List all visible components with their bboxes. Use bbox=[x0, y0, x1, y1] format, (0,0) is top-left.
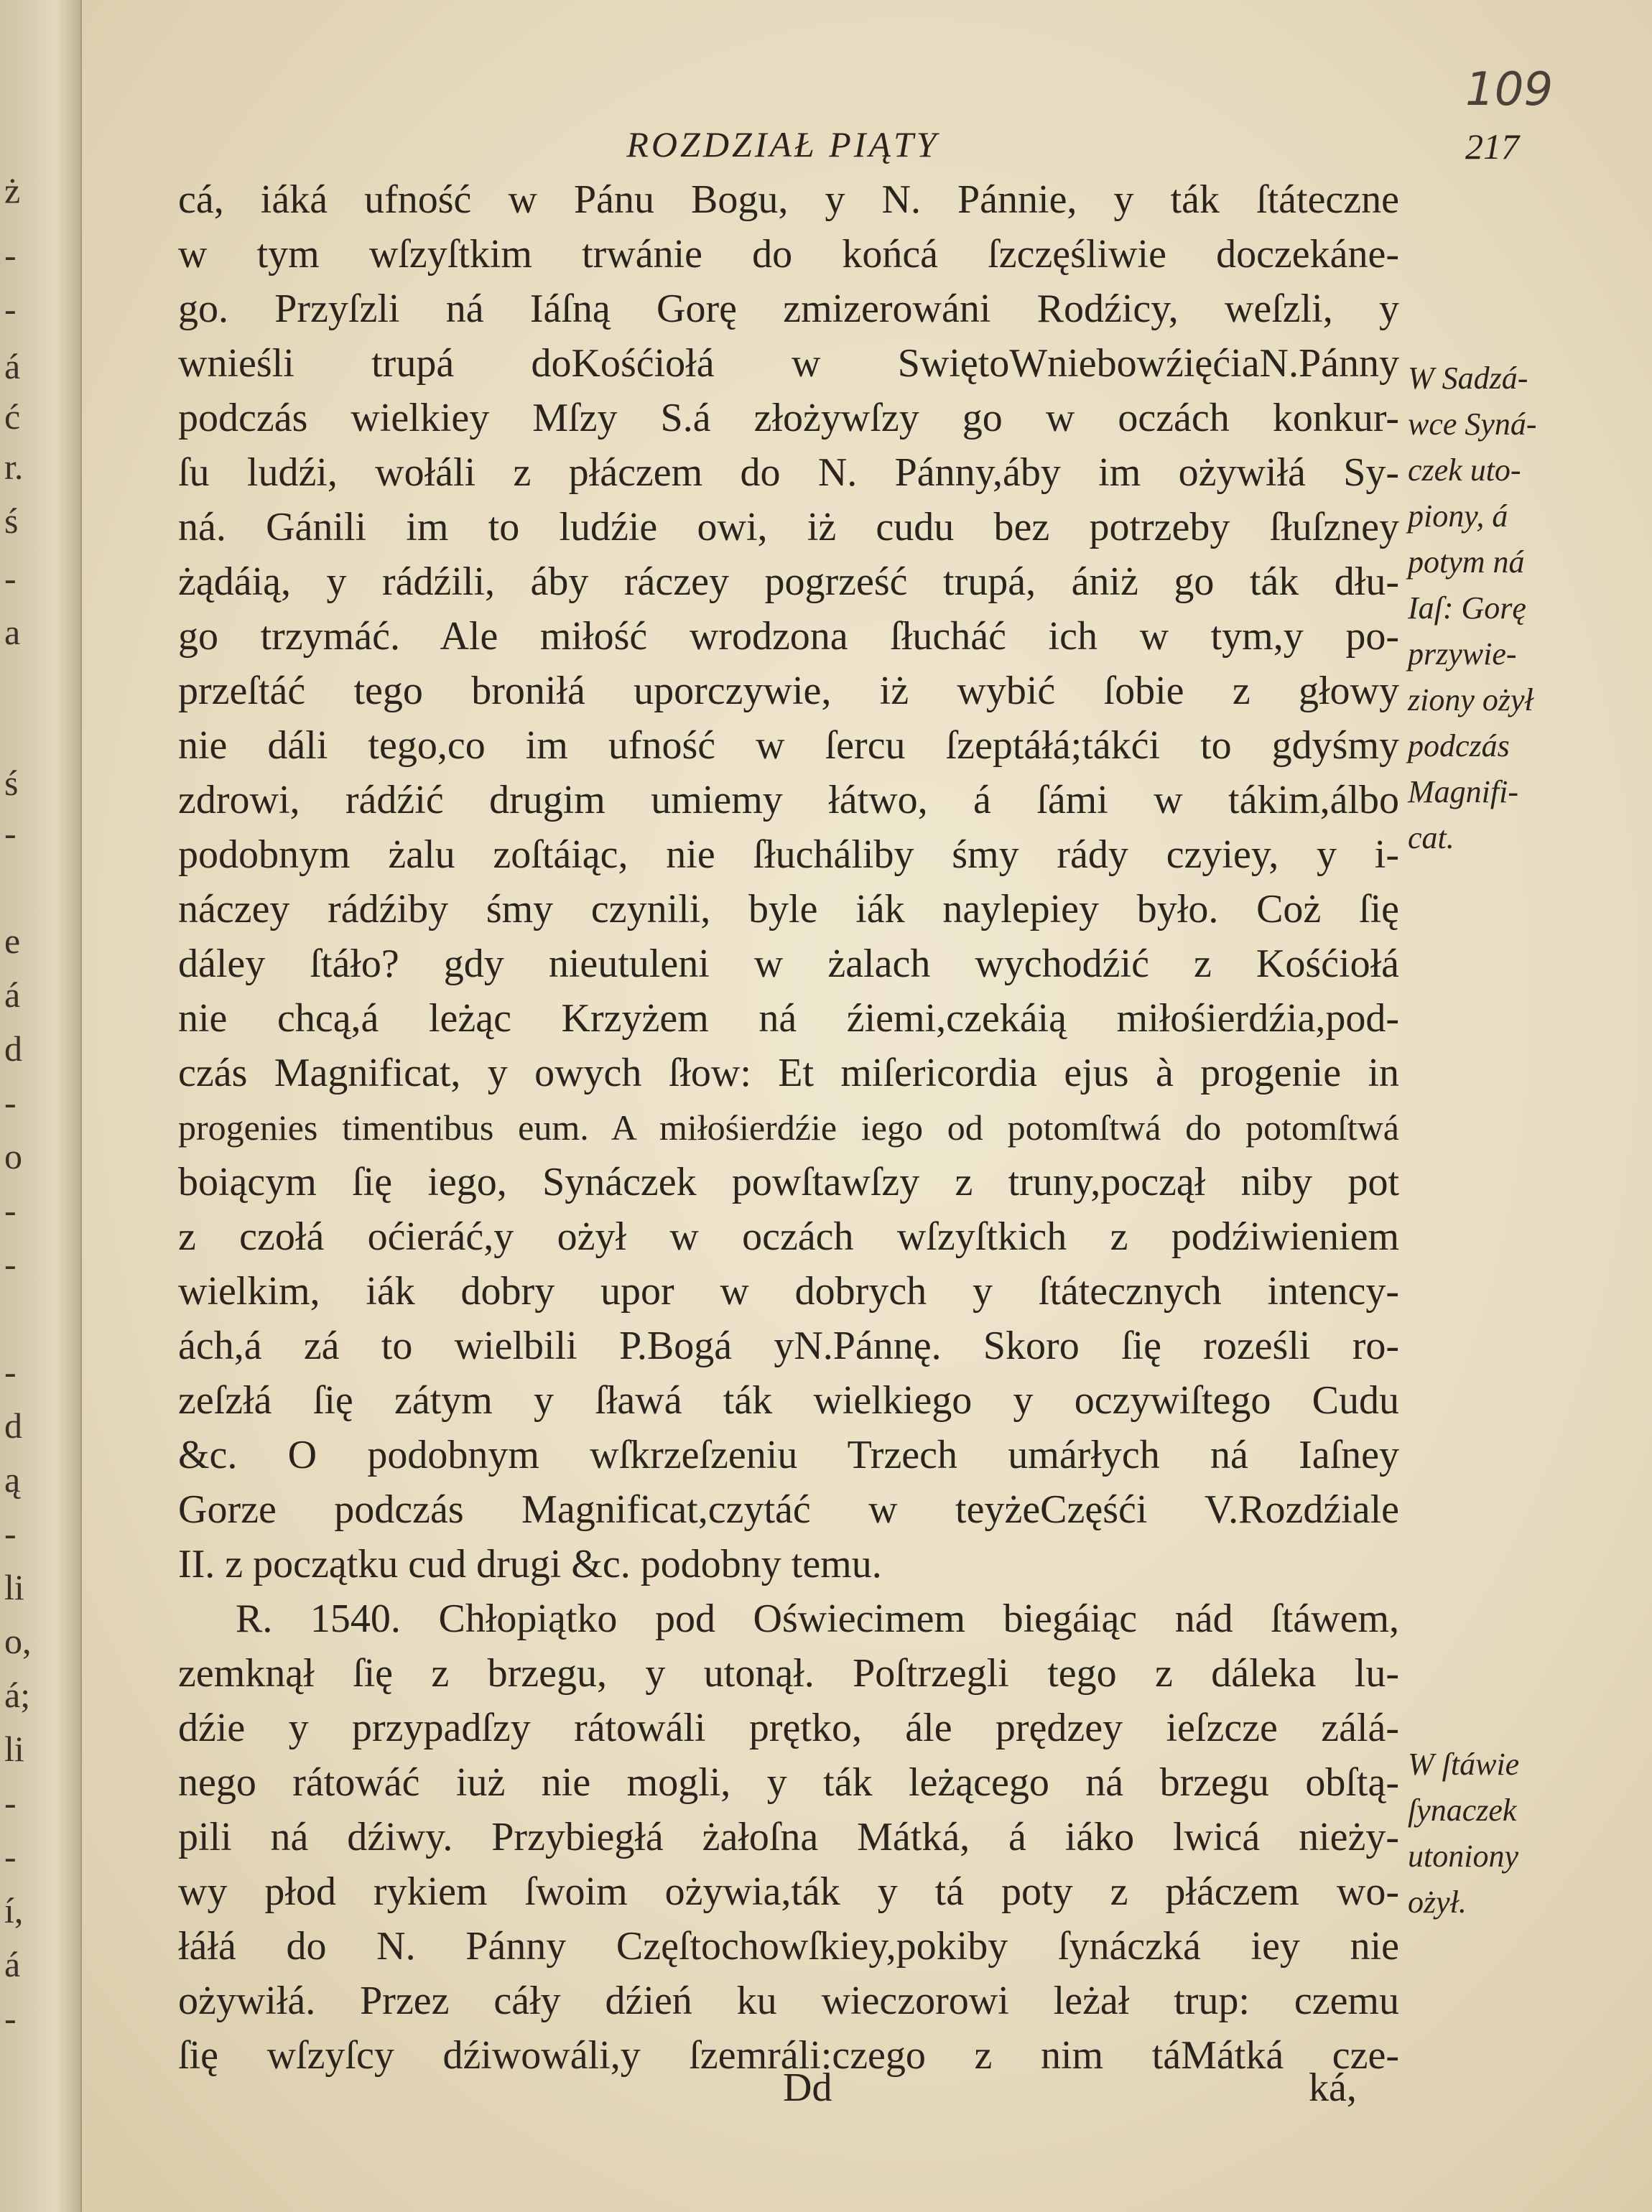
gutter-fragment: - bbox=[4, 813, 17, 853]
margin-note-line: potym ná bbox=[1408, 544, 1525, 580]
margin-note bbox=[1408, 356, 1638, 861]
margin-note-line: piony, á bbox=[1408, 498, 1508, 534]
text-line: R. 1540. Chłopiątko pod Oświecimem biegáiąc nád ſtáwem, bbox=[236, 1597, 1399, 1641]
text-line: zdrowi, rádźić drugim umiemy łátwo, á ſámi w tákim,álbo bbox=[178, 778, 1399, 822]
gutter-fragment: á bbox=[4, 975, 21, 1015]
text-line: łáłá do N. Pánny Częſtochowſkiey,pokiby ſynáczká iey nie bbox=[178, 1924, 1399, 1969]
gutter-fragment: d bbox=[4, 1405, 22, 1446]
margin-note-line: ożył. bbox=[1408, 1885, 1467, 1920]
margin-note-line: Magnifi- bbox=[1408, 774, 1518, 809]
margin-note-line: W ſtáwie bbox=[1408, 1747, 1520, 1782]
gutter-fragment: - bbox=[4, 1998, 17, 2038]
text-line: boiącym ſię iego, Synáczek powſtawſzy z truny,począł niby pot bbox=[178, 1160, 1399, 1204]
text-line: wnieśli trupá doKośćiołá w SwiętoWniebowźięćiaN.Pánny bbox=[178, 341, 1399, 386]
gutter-fragment: - bbox=[4, 558, 17, 598]
margin-note-line: Iaſ: Gorę bbox=[1408, 590, 1526, 626]
gutter-fragment: li bbox=[4, 1729, 24, 1769]
text-line: pili ná dźiwy. Przybiegłá żałoſna Mátká, á iáko lwicá nieży- bbox=[178, 1815, 1399, 1859]
text-line: nie dáli tego,co im ufność w ſercu ſzeptáłá;tákći to gdyśmy bbox=[178, 723, 1399, 768]
margin-note bbox=[1408, 1742, 1638, 1925]
gutter-fragment: ą bbox=[4, 1459, 21, 1500]
handwritten-folio-number: 109 bbox=[1465, 63, 1554, 116]
gutter-fragment: - bbox=[4, 289, 17, 329]
text-line: ożywiłá. Przez cáły dźień ku wieczorowi leżał trup: czemu bbox=[178, 1979, 1399, 2023]
gutter-fragment: - bbox=[4, 1082, 17, 1123]
gutter-fragment: á bbox=[4, 346, 21, 386]
gutter-fragment: - bbox=[4, 235, 17, 275]
gutter-fragment: á bbox=[4, 1944, 21, 1984]
gutter-fragment: - bbox=[4, 1244, 17, 1284]
gutter-fragment: - bbox=[4, 1352, 17, 1392]
text-line: czás Magnificat, y owych ſłow: Et miſericordia ejus à progenie in bbox=[178, 1051, 1399, 1095]
margin-note-line: podczás bbox=[1408, 728, 1510, 763]
text-line: przeſtáć tego broniłá uporczywie, iż wybić ſobie z głowy bbox=[178, 669, 1399, 713]
text-line: dźie y przypadſzy rátowáli prętko, ále prędzey ieſzcze zálá- bbox=[178, 1706, 1399, 1750]
page-number: 217 bbox=[1465, 126, 1519, 167]
text-line: II. z początku cud drugi &c. podobny temu. bbox=[178, 1542, 882, 1586]
text-line: Gorze podczás Magnificat,czytáć w teyżeCzęśći V.Rozdźiale bbox=[178, 1487, 1399, 1532]
gutter-fragment: - bbox=[4, 1783, 17, 1823]
text-line: żądáią, y rádźili, áby ráczey pogrześć trupá, ániż go ták dłu- bbox=[178, 559, 1399, 604]
gutter-fragment: - bbox=[4, 1513, 17, 1553]
text-line: nie chcą,á leżąc Krzyżem ná źiemi,czekáią miłośierdźia,pod- bbox=[178, 996, 1399, 1041]
gutter-fragment: - bbox=[4, 1190, 17, 1230]
text-line: podczás wielkiey Mſzy S.á złożywſzy go w oczách konkur- bbox=[178, 396, 1399, 440]
margin-note-line: wce Syná- bbox=[1408, 406, 1537, 442]
gutter-fragment: ś bbox=[4, 501, 19, 541]
gutter-fragment: o, bbox=[4, 1621, 32, 1661]
margin-note-line: utoniony bbox=[1408, 1839, 1518, 1874]
gutter-fragment: í, bbox=[4, 1890, 24, 1930]
text-line: podobnym żalu zoſtáiąc, nie ſłucháliby śmy rády czyiey, y i- bbox=[178, 832, 1399, 877]
gutter-fragment: o bbox=[4, 1136, 22, 1176]
text-line: cá, iáká ufność w Pánu Bogu, y N. Pánnie, y ták ſtáteczne bbox=[178, 177, 1399, 222]
text-line: náczey rádźiby śmy czynili, byle iák naylepiey było. Coż ſię bbox=[178, 887, 1399, 931]
gutter-fragment: á; bbox=[4, 1675, 31, 1715]
text-line: ách,á zá to wielbili P.Bogá yN.Pánnę. Skoro ſię roześli ro- bbox=[178, 1324, 1399, 1368]
gutter-fragment: li bbox=[4, 1567, 24, 1607]
text-line: nego rátowáć iuż nie mogli, y ták leżącego ná brzegu obſtą- bbox=[178, 1760, 1399, 1805]
gutter-fragment: ś bbox=[4, 763, 19, 803]
facing-page-gutter bbox=[0, 0, 82, 2212]
text-line: &c. O podobnym wſkrzeſzeniu Trzech umárłych ná Iaſney bbox=[178, 1433, 1399, 1477]
text-line: wy płod rykiem ſwoim ożywia,ták y tá poty z płáczem wo- bbox=[178, 1869, 1399, 1914]
signature-mark: Dd bbox=[783, 2065, 832, 2110]
text-line: ná. Gánili im to ludźie owi, iż cudu bez potrzeby ſłuſzney bbox=[178, 505, 1399, 549]
text-line: w tym wſzyſtkim trwánie do końcá ſzczęśliwie doczekáne- bbox=[178, 232, 1399, 276]
body-text bbox=[178, 172, 1399, 2083]
margin-note-line: ziony ożył bbox=[1408, 682, 1533, 717]
margin-note-line: przywie- bbox=[1408, 636, 1517, 672]
gutter-fragment: r. bbox=[4, 447, 24, 487]
gutter-fragment: a bbox=[4, 612, 21, 652]
text-line: dáley ſtáło? gdy nieutuleni w żalach wychodźić z Kośćiołá bbox=[178, 942, 1399, 986]
text-line: ſu ludźi, wołáli z płáczem do N. Pánny,áby im ożywiłá Sy- bbox=[178, 450, 1399, 495]
margin-note-line: W Sadzá- bbox=[1408, 361, 1528, 396]
gutter-fragment: ż bbox=[4, 170, 21, 210]
text-line: go trzymáć. Ale miłość wrodzona ſłucháć ich w tym,y po- bbox=[178, 614, 1399, 659]
margin-note-line: ſynaczek bbox=[1408, 1793, 1517, 1828]
margin-note-line: cat. bbox=[1408, 820, 1454, 855]
text-line: go. Przyſzli ná Iáſną Gorę zmizerowáni Rodźicy, weſzli, y bbox=[178, 287, 1399, 331]
running-head: ROZDZIAŁ PIĄTY bbox=[626, 124, 939, 164]
text-line: zemknął ſię z brzegu, y utonął. Poſtrzegli tego z dáleka lu- bbox=[178, 1651, 1399, 1696]
gutter-fragment: ć bbox=[4, 396, 21, 437]
text-line: ſię wſzyſcy dźiwowáli,y ſzemráli:czego z nim táMátká cze- bbox=[178, 2033, 1399, 2078]
text-line: wielkim, iák dobry upor w dobrych y ſtátecznych intency- bbox=[178, 1269, 1399, 1314]
text-line: progenies timentibus eum. A miłośierdźie iego od potomſtwá do potomſtwá bbox=[178, 1107, 1399, 1148]
gutter-fragment: d bbox=[4, 1028, 22, 1069]
gutter-fragment: e bbox=[4, 921, 21, 961]
margin-note-line: czek uto- bbox=[1408, 452, 1521, 488]
gutter-fragment: - bbox=[4, 1836, 17, 1877]
text-line: zeſzłá ſię zátym y ſławá ták wielkiego y oczywiſtego Cudu bbox=[178, 1378, 1399, 1423]
catchword: ká, bbox=[1309, 2065, 1357, 2110]
text-line: z czołá oćieráć,y ożył w oczách wſzyſtkich z podźiwieniem bbox=[178, 1214, 1399, 1259]
